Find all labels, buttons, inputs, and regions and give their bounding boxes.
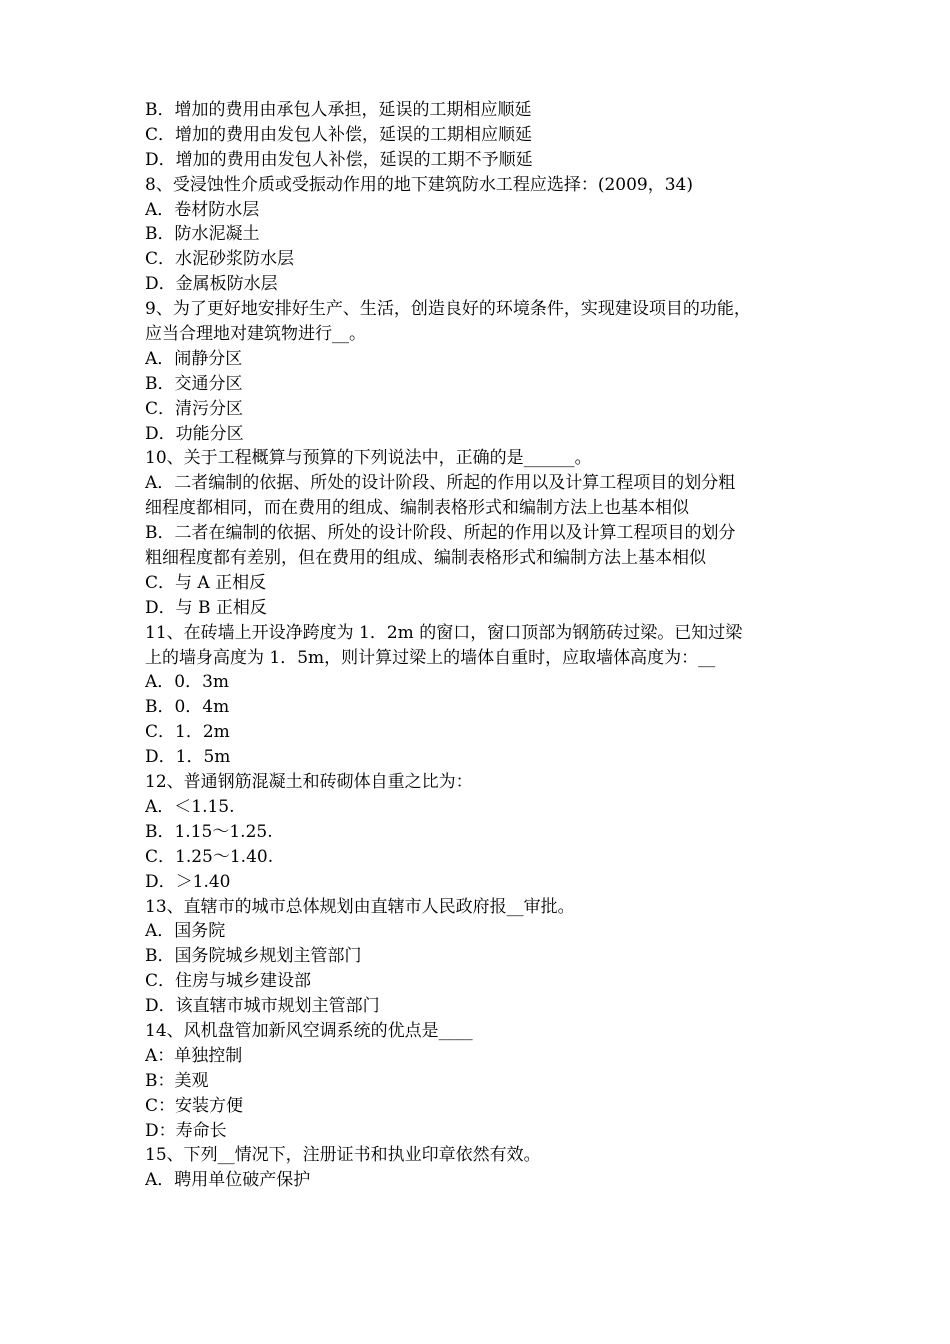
option-line: D：寿命长 — [145, 1120, 227, 1141]
question-line: 15、下列__情况下，注册证书和执业印章依然有效。 — [145, 1145, 541, 1166]
question-line: 12、普通钢筋混凝土和砖砌体自重之比为： — [145, 772, 473, 793]
option-line: A．卷材防水层 — [145, 199, 260, 220]
option-line: C．增加的费用由发包人补偿，延误的工期相应顺延 — [145, 124, 533, 145]
option-line: D．与 B 正相反 — [145, 597, 267, 618]
option-line: 细程度都相同，而在费用的组成、编制表格形式和编制方法上也基本相似 — [145, 498, 689, 519]
option-line: B．国务院城乡规划主管部门 — [145, 946, 362, 967]
question-line: 11、在砖墙上开设净跨度为 1．2m 的窗口，窗口顶部为钢筋砖过梁。已知过梁 — [145, 622, 743, 643]
option-line: A．0．3m — [145, 672, 230, 693]
option-line: C．清污分区 — [145, 398, 244, 419]
option-line: A．聘用单位破产保护 — [145, 1170, 311, 1191]
option-line: A．＜1.15. — [145, 796, 235, 817]
option-line: D．该直辖市城市规划主管部门 — [145, 996, 380, 1017]
document-body — [145, 98, 815, 1193]
question-line: 8、受浸蚀性介质或受振动作用的地下建筑防水工程应选择：(2009，34) — [145, 174, 693, 195]
option-line: A．国务院 — [145, 921, 226, 942]
option-line: D．＞1.40 — [145, 871, 231, 892]
option-line: A．闹静分区 — [145, 348, 243, 369]
question-line: 上的墙身高度为 1．5m，则计算过梁上的墙体自重时，应取墙体高度为：__ — [145, 647, 716, 668]
option-line: A．二者编制的依据、所处的设计阶段、所起的作用以及计算工程项目的划分粗 — [145, 473, 736, 494]
option-line: C．1.25～1.40. — [145, 846, 274, 867]
option-line: B．1.15～1.25. — [145, 821, 273, 842]
option-line: 粗细程度都有差别，但在费用的组成、编制表格形式和编制方法上基本相似 — [145, 548, 706, 569]
option-line: B．增加的费用由承包人承担，延误的工期相应顺延 — [145, 100, 532, 120]
question-line: 9、为了更好地安排好生产、生活，创造良好的环境条件，实现建设项目的功能， — [145, 299, 751, 320]
option-line: B．0．4m — [145, 697, 230, 718]
option-line: D．金属板防水层 — [145, 274, 278, 295]
option-line: B．防水泥凝土 — [145, 224, 260, 245]
option-line: A：单独控制 — [145, 1045, 243, 1066]
option-line: B：美观 — [145, 1070, 209, 1091]
question-line: 10、关于工程概算与预算的下列说法中，正确的是______。 — [145, 448, 592, 469]
option-line: C．水泥砂浆防水层 — [145, 249, 295, 270]
option-line: D．功能分区 — [145, 423, 244, 444]
option-line: C．住房与城乡建设部 — [145, 971, 312, 992]
option-line: C．1．2m — [145, 722, 230, 743]
option-line: B．交通分区 — [145, 373, 243, 394]
question-line: 13、直辖市的城市总体规划由直辖市人民政府报__审批。 — [145, 896, 575, 917]
option-line: C．与 A 正相反 — [145, 572, 267, 593]
option-line: D．增加的费用由发包人补偿，延误的工期不予顺延 — [145, 149, 533, 170]
option-line: B．二者在编制的依据、所处的设计阶段、所起的作用以及计算工程项目的划分 — [145, 523, 736, 544]
option-line: C：安装方便 — [145, 1095, 244, 1116]
option-line: D．1．5m — [145, 747, 231, 768]
question-line: 14、风机盘管加新风空调系统的优点是____ — [145, 1020, 473, 1041]
question-line: 应当合理地对建筑物进行__。 — [145, 324, 366, 345]
